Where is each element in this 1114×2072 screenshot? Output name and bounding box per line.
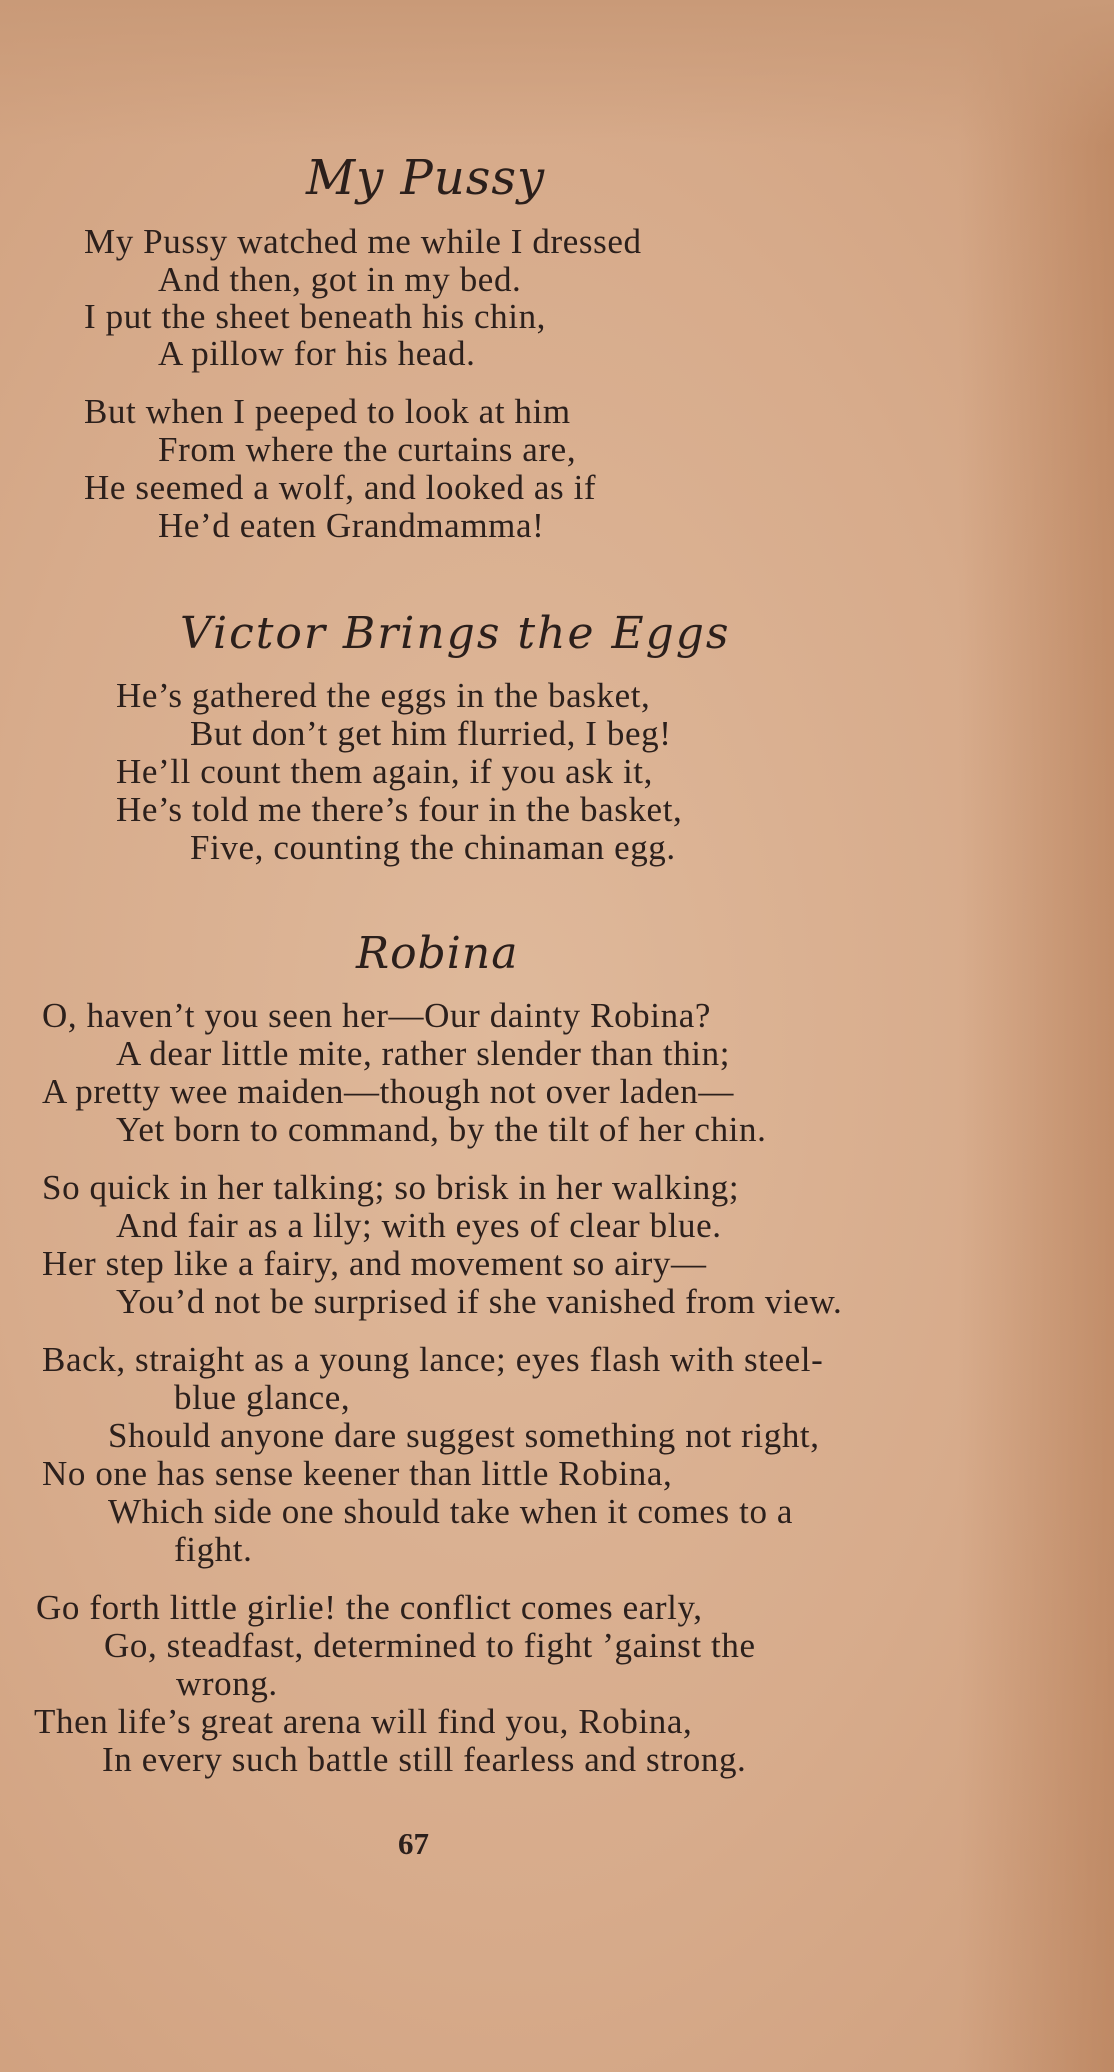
poem-line: You’d not be surprised if she vanished from view. — [116, 1282, 843, 1321]
poem-line: Then life’s great arena will find you, Robina, — [34, 1702, 693, 1741]
page-number: 67 — [398, 1826, 429, 1861]
poem-line: And fair as a lily; with eyes of clear blue. — [116, 1206, 722, 1245]
poem-line: He’s gathered the eggs in the basket, — [116, 676, 651, 715]
poem-line: Which side one should take when it comes to a — [108, 1492, 794, 1531]
poem-line: Go forth little girlie! the conflict comes early, — [36, 1588, 703, 1627]
poem-line: wrong. — [176, 1664, 278, 1703]
poem-line: A pillow for his head. — [158, 334, 476, 373]
poem-line: So quick in her talking; so brisk in her walking; — [42, 1168, 740, 1207]
poem-line: fight. — [174, 1530, 253, 1569]
poem-line: Her step like a fairy, and movement so airy— — [42, 1244, 707, 1283]
poem-line: My Pussy watched me while I dressed — [84, 222, 642, 261]
poem-line: No one has sense keener than little Robina, — [42, 1454, 673, 1493]
poem-line: And then, got in my bed. — [158, 260, 522, 299]
poem-title: My Pussy — [306, 150, 546, 206]
poem-line: He’s told me there’s four in the basket, — [116, 790, 683, 829]
poem-line: Yet born to command, by the tilt of her chin. — [116, 1110, 767, 1149]
poem-line: O, haven’t you seen her—Our dainty Robina? — [42, 996, 711, 1035]
poem-line: Five, counting the chinaman egg. — [190, 828, 676, 867]
poem-line: He’d eaten Grandmamma! — [158, 506, 545, 545]
poem-line: blue glance, — [174, 1378, 351, 1417]
poem-line: He seemed a wolf, and looked as if — [84, 468, 597, 507]
poem-line: But don’t get him flurried, I beg! — [190, 714, 672, 753]
poem-line: A dear little mite, rather slender than thin; — [116, 1034, 731, 1073]
poem-line: He’ll count them again, if you ask it, — [116, 752, 653, 791]
poem-title: Victor Brings the Eggs — [180, 608, 731, 659]
poem-line: In every such battle still fearless and strong. — [102, 1740, 747, 1779]
poem-line: A pretty wee maiden—though not over laden— — [42, 1072, 734, 1111]
poem-line: Back, straight as a young lance; eyes flash with steel- — [42, 1340, 824, 1379]
poem-line: But when I peeped to look at him — [84, 392, 571, 431]
poem-line: I put the sheet beneath his chin, — [84, 297, 547, 336]
poem-line: From where the curtains are, — [158, 430, 577, 469]
poem-line: Go, steadfast, determined to fight ’gainst the — [104, 1626, 756, 1665]
poem-line: Should anyone dare suggest something not right, — [108, 1416, 820, 1455]
poem-title: Robina — [356, 928, 519, 979]
